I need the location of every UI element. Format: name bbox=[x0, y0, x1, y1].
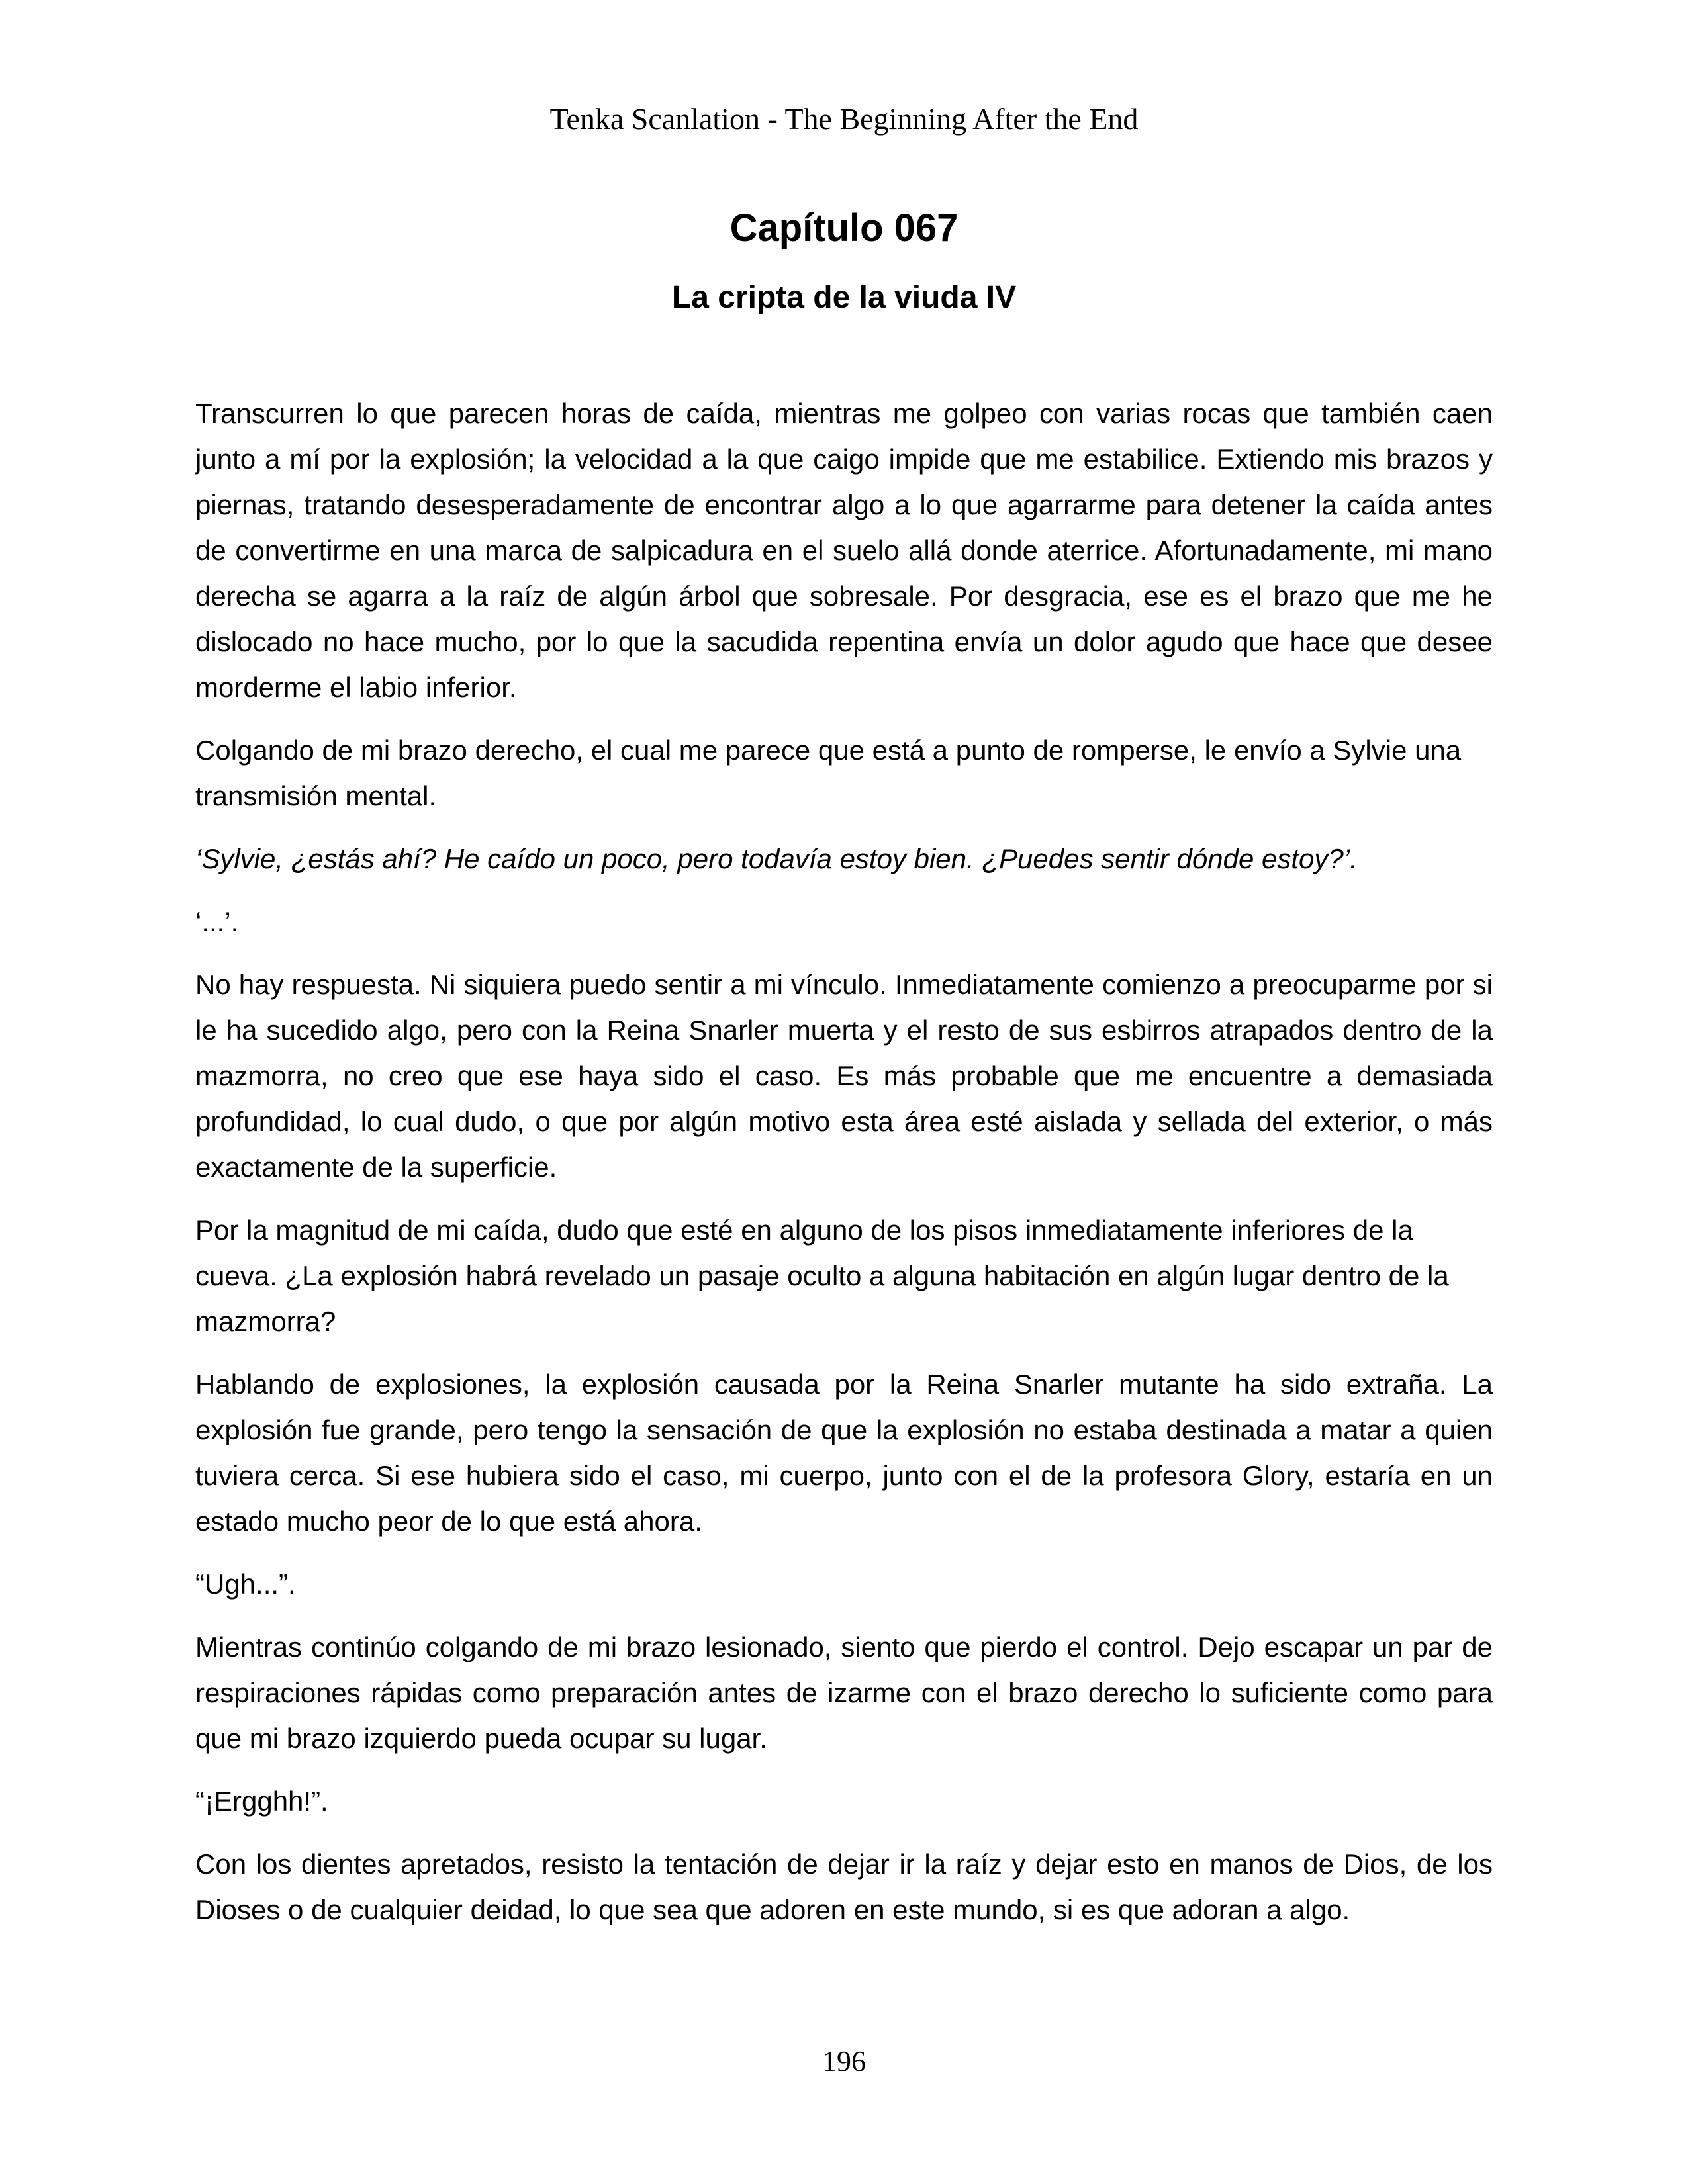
chapter-subtitle: La cripta de la viuda IV bbox=[671, 280, 1017, 315]
dialogue-line: “Ugh...”. bbox=[195, 1569, 296, 1600]
paragraph: Transcurren lo que parecen horas de caída, mientras me golpeo con varias rocas que también caen junto a mí por la explosión; la velocidad a la que caigo impide que me estabilice. Extiendo mis brazos y piernas, tratando desesperadamente de encontrar algo a lo que agarrarme para detener la caída antes de convertirme en una marca de salpicadura en el suelo allá donde aterrice. Afortunadamente, mi mano derecha se agarra a la raíz de algún árbol que sobresale. Por desgracia, ese es el brazo que me he dislocado no hace mucho, por lo que la sacudida repentina envía un dolor agudo que hace que desee morderme el labio inferior. bbox=[195, 398, 1493, 703]
page-number: 196 bbox=[822, 2045, 866, 2077]
body-text bbox=[195, 390, 1493, 1950]
paragraph: Mientras continúo colgando de mi brazo lesionado, siento que pierdo el control. Dejo escapar un par de respiraciones rápidas como preparación antes de izarme con el brazo derecho lo suficiente como para que mi brazo izquierdo pueda ocupar su lugar. bbox=[195, 1631, 1493, 1754]
paragraph: Hablando de explosiones, la explosión causada por la Reina Snarler mutante ha sido extraña. La explosión fue grande, pero tengo la sensación de que la explosión no estaba destinada a matar a quien tuviera cerca. Si ese hubiera sido el caso, mi cuerpo, junto con el de la profesora Glory, estaría en un estado mucho peor de lo que está ahora. bbox=[195, 1369, 1493, 1537]
telepathic-message: ‘Sylvie, ¿estás ahí? He caído un poco, pero todavía estoy bien. ¿Puedes sentir dónde estoy?’. bbox=[195, 843, 1358, 874]
dialogue-line: “¡Ergghh!”. bbox=[195, 1786, 328, 1817]
chapter-title: Capítulo 067 bbox=[729, 206, 959, 250]
paragraph: Por la magnitud de mi caída, dudo que esté en alguno de los pisos inmediatamente inferiores de la cueva. ¿La explosión habrá revelado un pasaje oculto a alguna habitación en algún lugar dentro de la mazmorra? bbox=[195, 1214, 1449, 1337]
paragraph: Colgando de mi brazo derecho, el cual me parece que está a punto de romperse, le envío a Sylvie una transmisión mental. bbox=[195, 735, 1462, 811]
running-header: Tenka Scanlation - The Beginning After the End bbox=[549, 102, 1139, 136]
paragraph: No hay respuesta. Ni siquiera puedo sentir a mi vínculo. Inmediatamente comienzo a preocuparme por si le ha sucedido algo, pero con la Reina Snarler muerta y el resto de sus esbirros atrapados dentro de la mazmorra, no creo que ese haya sido el caso. Es más probable que me encuentre a demasiada profundidad, lo cual dudo, o que por algún motivo esta área esté aislada y sellada del exterior, o más exactamente de la superficie. bbox=[195, 969, 1493, 1183]
paragraph: Con los dientes apretados, resisto la tentación de dejar ir la raíz y dejar esto en manos de Dios, de los Dioses o de cualquier deidad, lo que sea que adoren en este mundo, si es que adoran a algo. bbox=[195, 1848, 1493, 1925]
silent-reply: ‘...’. bbox=[195, 906, 239, 937]
